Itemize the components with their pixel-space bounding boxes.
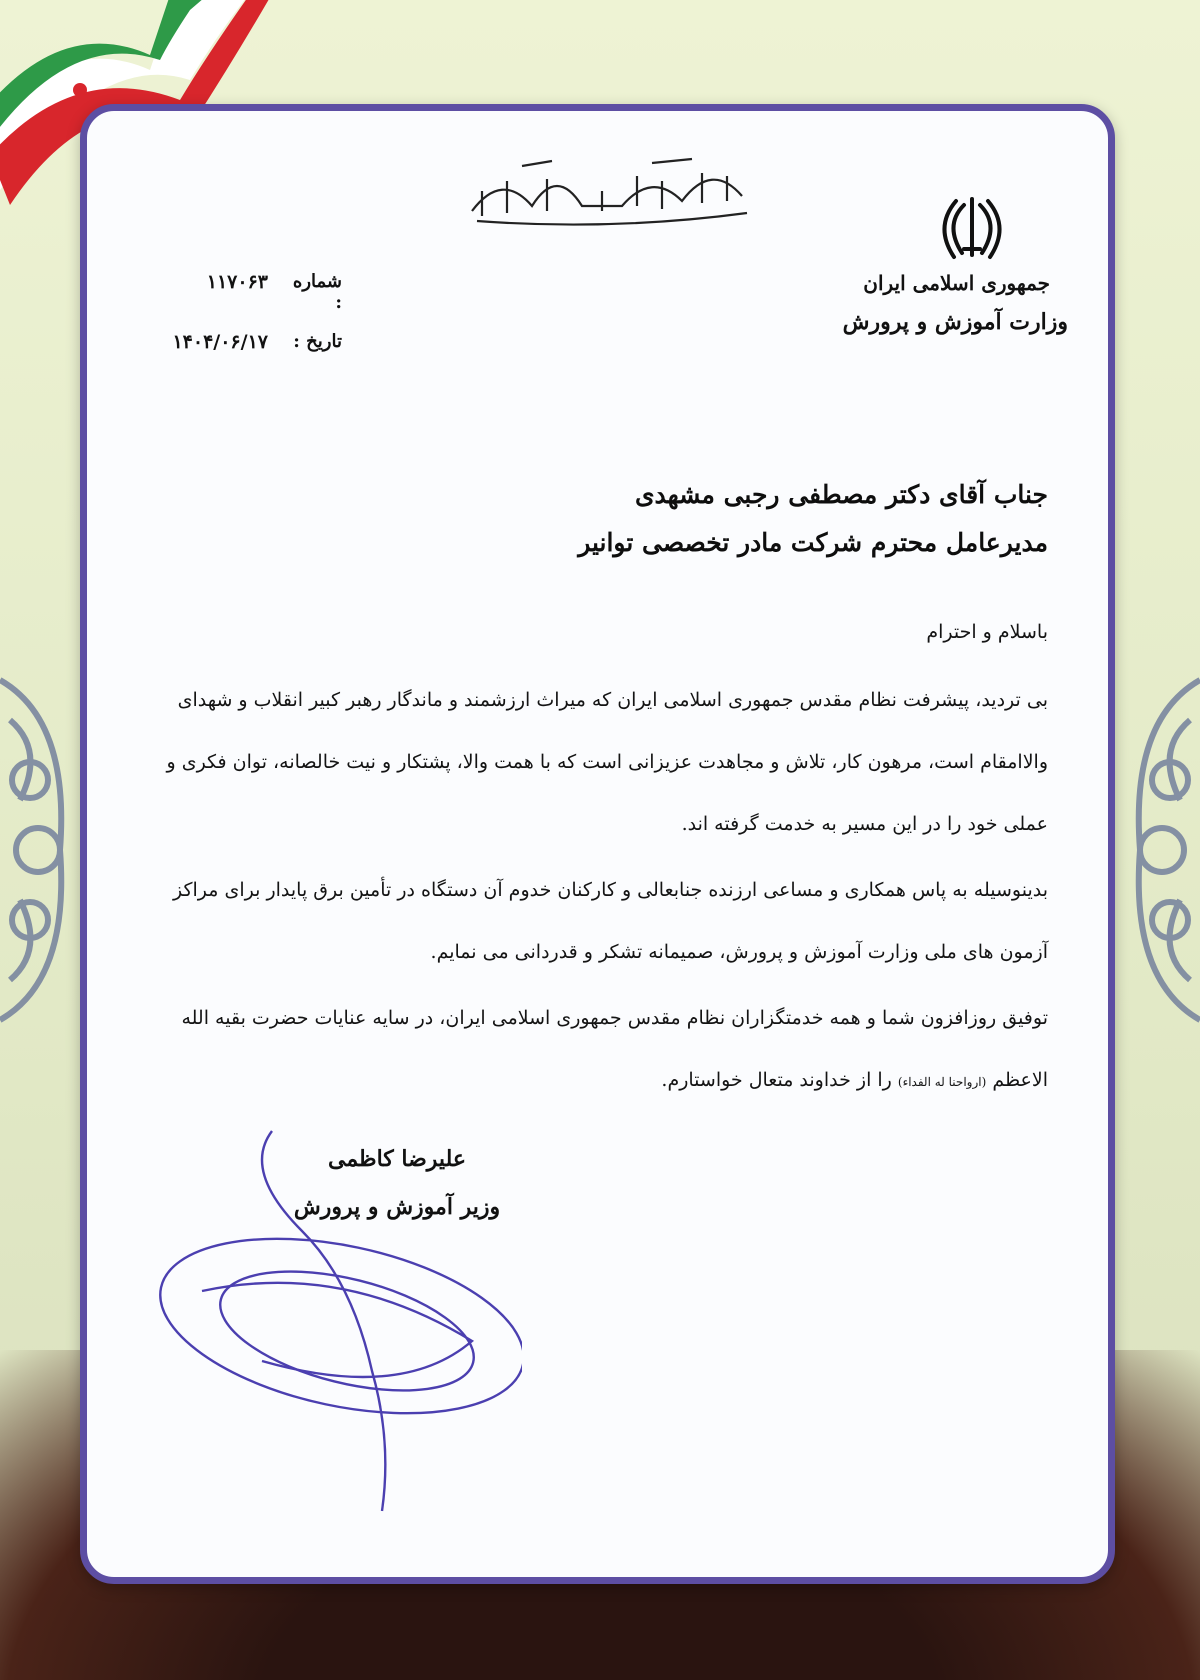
right-arabesque-ornament <box>1110 660 1200 1040</box>
paragraph-3-text: توفیق روزافزون شما و همه خدمتگزاران نظام مقدس جمهوری اسلامی ایران، در سایه عنایات حضرت بقیه الله الاعظم <box>181 1007 1048 1091</box>
signatory-title: وزیر آموزش و پرورش <box>293 1194 501 1220</box>
issuer-header <box>768 271 1068 335</box>
letter-paper <box>80 104 1115 1584</box>
ministry-name: وزارت آموزش و پرورش <box>842 309 1068 335</box>
paragraph-3 <box>127 987 1048 1113</box>
signature-block <box>257 1146 537 1220</box>
letter-date-row <box>142 331 342 353</box>
letter-meta <box>142 271 342 371</box>
paragraph-3-end: را از خداوند متعال خواستارم. <box>661 1069 892 1091</box>
iran-emblem-icon <box>936 191 1008 263</box>
bismillah-calligraphy <box>462 151 752 231</box>
addressee-title: مدیرعامل محترم شرکت مادر تخصصی توانیر <box>578 528 1048 557</box>
letter-body <box>127 621 1048 1113</box>
left-arabesque-ornament <box>0 660 90 1040</box>
addressee-name: جناب آقای دکتر مصطفی رجبی مشهدی <box>634 480 1048 509</box>
letter-number-row <box>142 271 342 313</box>
addressee-block <box>348 471 1048 567</box>
number-label: شماره : <box>292 271 342 313</box>
date-label: تاریخ : <box>293 331 342 352</box>
date-value: ۱۴۰۴/۰۶/۱۷ <box>172 331 268 353</box>
paragraph-2: بدینوسیله به پاس همکاری و مساعی ارزنده جنابعالی و کارکنان خدوم آن دستگاه در تأمین برق پایدار برای مراکز آزمون های ملی وزارت آموزش و پرورش، صمیمانه تشکر و قدردانی می نمایم. <box>173 879 1048 963</box>
number-value: ۱۱۷۰۶۳ <box>206 271 268 293</box>
greeting: باسلام و احترام <box>926 621 1048 643</box>
paragraph-1: بی تردید، پیشرفت نظام مقدس جمهوری اسلامی ایران که میراث ارزشمند و ماندگار رهبر کبیر انقلاب و شهدای والاامقام است، مرهون کار، تلاش و مجاهدت عزیزانی است که با همت والا، پشتکار و نیت خالصانه، توان فکری و عملی خود را در این مسیر به خدمت گرفته اند. <box>166 689 1048 835</box>
country-name: جمهوری اسلامی ایران <box>863 271 1050 295</box>
signatory-name: علیرضا کاظمی <box>328 1146 466 1172</box>
prayer-note: (ارواحنا له الفداء) <box>897 1075 987 1089</box>
